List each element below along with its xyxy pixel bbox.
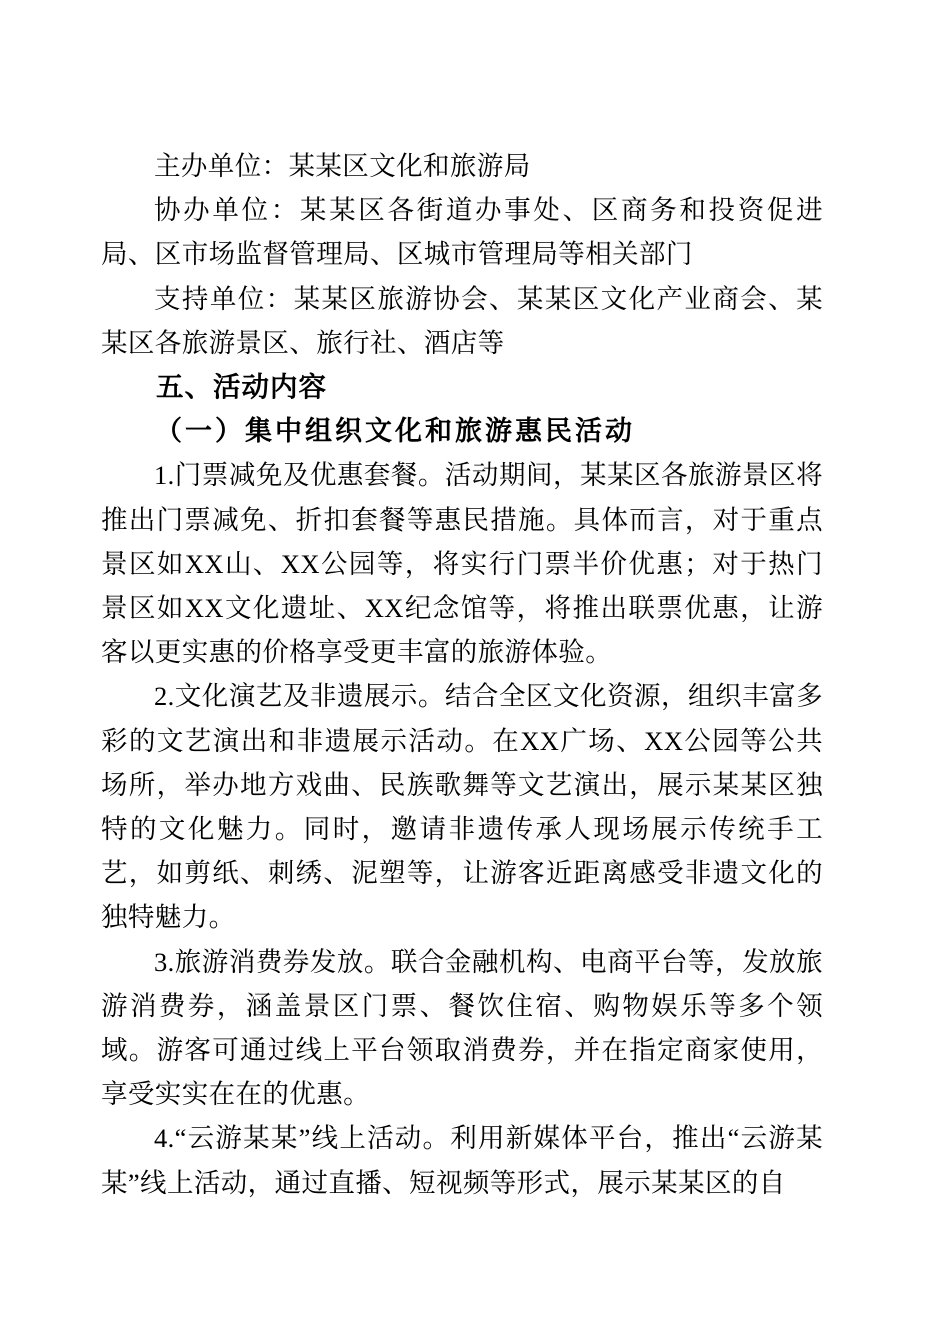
document-body [101, 144, 823, 1205]
co-organizer-line: 协办单位：某某区各街道办事处、区商务和投资促进局、区市场监督管理局、区城市管理局等相关部门 [101, 195, 823, 270]
subsection-heading-benefit-activities: （一）集中组织文化和旅游惠民活动 [155, 416, 635, 447]
item-1-ticket-discount-paragraph: 1.门票减免及优惠套餐。活动期间，某某区各旅游景区将推出门票减免、折扣套餐等惠民措施。具体而言，对于重点景区如XX山、XX公园等，将实行门票半价优惠；对于热门景区如XX文化遗址、XX纪念馆等，将推出联票优惠，让游客以更实惠的价格享受更丰富的旅游体验。 [101, 460, 823, 668]
item-3-consumption-voucher-paragraph: 3.旅游消费券发放。联合金融机构、电商平台等，发放旅游消费券，涵盖景区门票、餐饮住宿、购物娱乐等多个领域。游客可通过线上平台领取消费券，并在指定商家使用，享受实实在在的优惠。 [101, 946, 823, 1110]
item-2-culture-performance-paragraph: 2.文化演艺及非遗展示。结合全区文化资源，组织丰富多彩的文艺演出和非遗展示活动。在XX广场、XX公园等公共场所，举办地方戏曲、民族歌舞等文艺演出，展示某某区独特的文化魅力。同时，邀请非遗传承人现场展示传统手工艺，如剪纸、刺绣、泥塑等，让游客近距离感受非遗文化的独特魅力。 [101, 681, 823, 933]
organizer-line: 主办单位：某某区文化和旅游局 [154, 151, 531, 181]
section-heading-activities: 五、活动内容 [156, 371, 327, 403]
supporter-line: 支持单位：某某区旅游协会、某某区文化产业商会、某某区各旅游景区、旅行社、酒店等 [101, 283, 823, 358]
item-4-online-activity-paragraph: 4.“云游某某”线上活动。利用新媒体平台，推出“云游某某”线上活动，通过直播、短视频等形式，展示某某区的自 [101, 1123, 823, 1198]
